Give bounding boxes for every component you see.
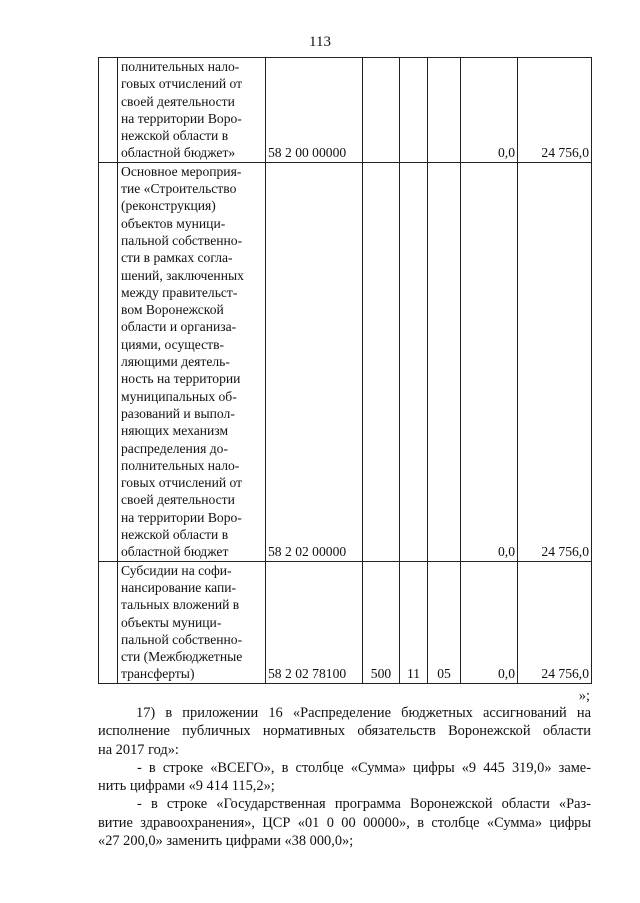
table-cell-pr — [428, 58, 461, 163]
table-cell-sum-2019: 24 756,0 — [518, 162, 592, 561]
name-line: распределения до- — [121, 440, 228, 456]
name-line: объектов муници- — [121, 215, 226, 231]
table-cell-rz — [400, 162, 428, 561]
table-cell-csr: 58 2 02 78100 — [266, 561, 363, 683]
name-line: Субсидии на софи- — [121, 562, 232, 578]
table-cell-pr: 05 — [428, 561, 461, 683]
name-lines — [121, 562, 263, 683]
name-line: своей деятельности — [121, 93, 235, 109]
page-number: 113 — [309, 34, 331, 50]
name-line: циями, осуществ- — [121, 336, 225, 352]
name-line: Основное мероприя- — [121, 163, 242, 179]
name-line: говых отчислений от — [121, 475, 243, 491]
name-lines — [121, 163, 263, 561]
amendment-line: исполнение публичных нормативных обязательств Воронежской области — [98, 723, 591, 740]
name-line: между правительст- — [121, 284, 238, 300]
name-line: объекты муници- — [121, 614, 222, 630]
name-line: тальных вложений в — [121, 597, 240, 613]
table-cell-blank — [99, 58, 118, 163]
closing-quote: »; — [578, 688, 590, 704]
amendment-line: на 2017 год»: — [98, 741, 179, 758]
name-line: нансирование капи- — [121, 579, 237, 595]
name-line: областной бюджет — [121, 544, 229, 560]
name-line: вом Воронежской — [121, 302, 224, 318]
name-line: областной бюджет» — [121, 145, 236, 161]
name-line: сти (Межбюджетные — [121, 649, 243, 665]
table-row — [99, 561, 592, 683]
table-cell-sum-2018: 0,0 — [461, 561, 518, 683]
amendment-text — [98, 704, 591, 850]
name-lines — [121, 58, 263, 162]
table-row — [99, 162, 592, 561]
table-cell-sum-2019: 24 756,0 — [518, 58, 592, 163]
table-cell-sum-2019: 24 756,0 — [518, 561, 592, 683]
table-cell-name — [118, 561, 266, 683]
name-line: няющих механизм — [121, 423, 229, 439]
table-cell-rz — [400, 58, 428, 163]
name-line: пальной собственно- — [121, 232, 243, 248]
name-line: говых отчислений от — [121, 76, 243, 92]
table-cell-vr: 500 — [363, 561, 400, 683]
name-line: сти в рамках согла- — [121, 250, 233, 266]
amendment-line: нить цифрами «9 414 115,2»; — [98, 778, 275, 795]
table-cell-name — [118, 162, 266, 561]
table-cell-sum-2018: 0,0 — [461, 162, 518, 561]
name-line: разований и выпол- — [121, 405, 235, 421]
table-cell-blank — [99, 162, 118, 561]
budget-table — [98, 57, 592, 684]
name-line: на территории Воро- — [121, 509, 242, 525]
table-cell-name — [118, 58, 266, 163]
name-line: ляющими деятель- — [121, 354, 230, 370]
table-cell-csr: 58 2 02 00000 — [266, 162, 363, 561]
table-cell-rz: 11 — [400, 561, 428, 683]
name-line: своей деятельности — [121, 492, 235, 508]
name-line: на территории Воро- — [121, 110, 242, 126]
name-line: области и организа- — [121, 319, 237, 335]
name-line: тие «Строительство — [121, 181, 237, 197]
name-line: пальной собственно- — [121, 631, 243, 647]
table-cell-sum-2018: 0,0 — [461, 58, 518, 163]
amendment-line: «27 200,0» заменить цифрами «38 000,0»; — [98, 833, 354, 850]
name-line: полнительных нало- — [121, 457, 240, 473]
amendment-line: витие здравоохранения», ЦСР «01 0 00 00000», в столбце «Сумма» цифры — [98, 814, 591, 831]
name-line: нежской области в — [121, 527, 229, 543]
table-cell-vr — [363, 58, 400, 163]
name-line: нежской области в — [121, 128, 229, 144]
name-line: шений, заключенных — [121, 267, 244, 283]
table-cell-blank — [99, 561, 118, 683]
amendment-line: - в строке «Государственная программа Воронежской области «Раз- — [137, 796, 591, 813]
amendment-line: 17) в приложении 16 «Распределение бюджетных ассигнований на — [136, 705, 591, 721]
name-line: трансферты) — [121, 666, 195, 682]
amendment-line: - в строке «ВСЕГО», в столбце «Сумма» цифры «9 445 319,0» заме- — [137, 759, 591, 776]
table-row — [99, 58, 592, 163]
table-cell-pr — [428, 162, 461, 561]
name-line: полнительных нало- — [121, 59, 240, 74]
table-cell-csr: 58 2 00 00000 — [266, 58, 363, 163]
name-line: ность на территории — [121, 371, 241, 387]
name-line: (реконструкция) — [121, 198, 216, 214]
name-line: муниципальных об- — [121, 388, 237, 404]
table-cell-vr — [363, 162, 400, 561]
